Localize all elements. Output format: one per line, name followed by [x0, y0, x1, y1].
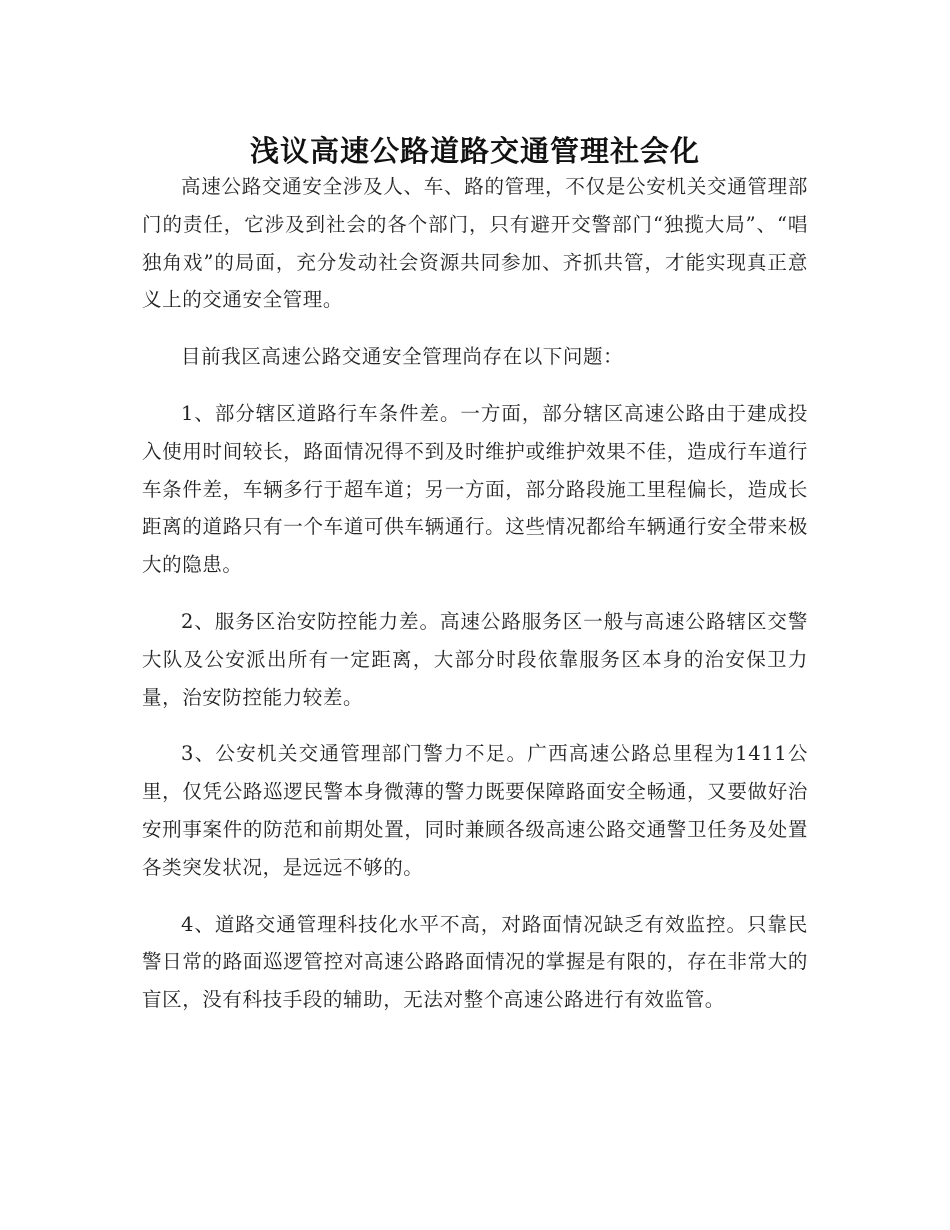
paragraph-problems-lead: 目前我区高速公路交通安全管理尚存在以下问题： — [181, 345, 624, 369]
paragraph-intro: 高速公路交通安全涉及人、车、路的管理，不仅是公安机关交通管理部门的责任，它涉及到社会的各个部门，只有避开交警部门“独揽大局”、“唱独角戏”的局面，充分发动社会资源共同参加、齐抓共管，才能实现真正意义上的交通安全管理。 — [142, 175, 808, 312]
paragraph-problem-2: 2、服务区治安防控能力差。高速公路服务区一般与高速公路辖区交警大队及公安派出所有一定距离，大部分时段依靠服务区本身的治安保卫力量，治安防控能力较差。 — [142, 609, 808, 709]
paragraph-problem-3: 3、公安机关交通管理部门警力不足。广西高速公路总里程为1411公里，仅凭公路巡逻民警本身微薄的警力既要保障路面安全畅通，又要做好治安刑事案件的防范和前期处置，同时兼顾各级高速公路交通警卫任务及处置各类突发状况，是远远不够的。 — [142, 742, 808, 879]
paragraph-problem-1: 1、部分辖区道路行车条件差。一方面，部分辖区高速公路由于建成投入使用时间较长，路面情况得不到及时维护或维护效果不佳，造成行车道行车条件差，车辆多行于超车道；另一方面，部分路段施工里程偏长，造成长距离的道路只有一个车道可供车辆通行。这些情况都给车辆通行安全带来极大的隐患。 — [142, 401, 808, 577]
document-title: 浅议高速公路道路交通管理社会化 — [249, 134, 700, 169]
document-body — [142, 168, 808, 1038]
paragraph-problem-4: 4、道路交通管理科技化水平不高，对路面情况缺乏有效监控。只靠民警日常的路面巡逻管控对高速公路路面情况的掌握是有限的，存在非常大的盲区，没有科技手段的辅助，无法对整个高速公路进行有效监管。 — [142, 912, 808, 1012]
